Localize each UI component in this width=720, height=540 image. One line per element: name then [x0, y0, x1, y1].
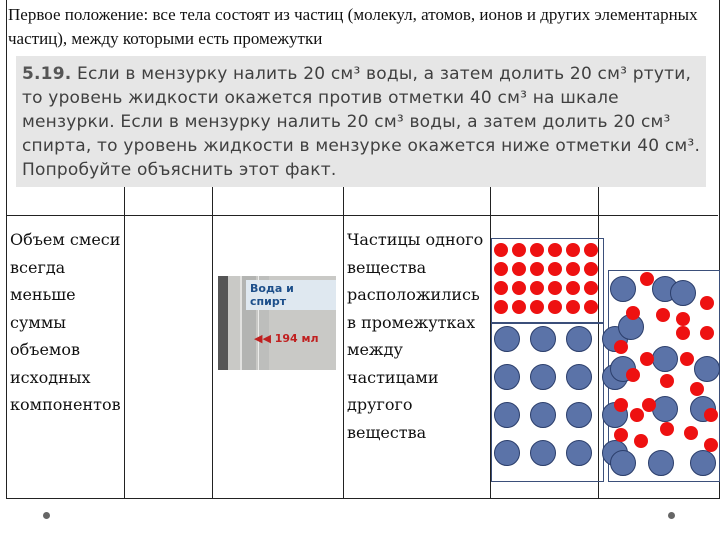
- textbook-problem: [16, 56, 706, 187]
- photo-banner: Вода и спирт: [246, 280, 336, 310]
- red-particle: [530, 300, 544, 314]
- slide-dot: [668, 512, 675, 519]
- red-particle: [584, 262, 598, 276]
- blue-particle: [648, 450, 674, 476]
- red-particle: [640, 352, 654, 366]
- red-particle: [660, 422, 674, 436]
- table-row-divider: [6, 215, 718, 216]
- red-particle: [566, 300, 580, 314]
- blue-particle: [494, 402, 520, 428]
- red-particle: [676, 326, 690, 340]
- red-particle: [626, 368, 640, 382]
- problem-text: [22, 62, 702, 182]
- red-particle: [512, 262, 526, 276]
- red-particle: [512, 281, 526, 295]
- blue-particle: [530, 402, 556, 428]
- red-particle: [566, 243, 580, 257]
- blue-particle: [566, 440, 592, 466]
- red-particle: [676, 312, 690, 326]
- red-particle: [704, 438, 718, 452]
- blue-particle: [610, 276, 636, 302]
- blue-particle: [530, 326, 556, 352]
- blue-particle: [494, 440, 520, 466]
- red-particle: [634, 434, 648, 448]
- problem-number: 5.19.: [22, 64, 72, 84]
- red-particle: [626, 306, 640, 320]
- red-particle: [494, 243, 508, 257]
- blue-particle: [494, 326, 520, 352]
- red-particle: [548, 281, 562, 295]
- red-particle: [656, 308, 670, 322]
- blue-particle: [566, 402, 592, 428]
- water-alcohol-photo: [218, 276, 336, 370]
- red-particle: [584, 300, 598, 314]
- red-particle: [614, 340, 628, 354]
- explanation-cell: Частицы одного вещества расположились в промежутках между частицами другого вещества: [347, 230, 484, 442]
- slide-dot: [43, 512, 50, 519]
- red-particle: [684, 426, 698, 440]
- slide-heading: Первое положение: все тела состоят из частиц (молекул, атомов, ионов и других элементарных частиц), между которыми есть промежутки: [8, 5, 698, 48]
- red-particle: [584, 281, 598, 295]
- red-particle: [530, 243, 544, 257]
- red-particle: [614, 428, 628, 442]
- red-particle: [700, 326, 714, 340]
- blue-particle: [670, 280, 696, 306]
- red-particle: [680, 352, 694, 366]
- red-particle: [704, 408, 718, 422]
- red-particle: [494, 281, 508, 295]
- red-particle: [660, 374, 674, 388]
- red-particle: [566, 262, 580, 276]
- blue-particle: [494, 364, 520, 390]
- red-particle: [566, 281, 580, 295]
- photo-shadow: [218, 276, 228, 370]
- blue-particle: [566, 364, 592, 390]
- red-particle: [630, 408, 644, 422]
- red-particle: [512, 243, 526, 257]
- red-particle: [548, 262, 562, 276]
- red-particle: [584, 243, 598, 257]
- red-particle: [548, 243, 562, 257]
- problem-body: Если в мензурку налить 20 см³ воды, а затем долить 20 см³ ртути, то уровень жидкости окажется против отметки 40 см³ на шкале мензурки. Если в мензурку налить 20 см³ воды, а затем долить 20 см³ спирта, то уровень жидкости в мензурке окажется ниже отметки 40 см³. Попробуйте объяснить этот факт.: [22, 64, 701, 180]
- red-particle: [690, 382, 704, 396]
- red-particle: [640, 272, 654, 286]
- red-particle: [494, 262, 508, 276]
- red-particle: [642, 398, 656, 412]
- blue-particle: [652, 396, 678, 422]
- blue-particle: [690, 450, 716, 476]
- blue-particle: [566, 326, 592, 352]
- red-particle: [548, 300, 562, 314]
- table-divider: [343, 180, 344, 498]
- blue-particle: [530, 440, 556, 466]
- red-particle: [700, 296, 714, 310]
- red-particle: [614, 398, 628, 412]
- table-divider: [124, 180, 125, 498]
- photo-volume-label: 194 мл: [274, 332, 319, 345]
- red-particle: [530, 262, 544, 276]
- photo-volume-mark: ◀◀ 194 мл: [254, 332, 319, 345]
- red-particle: [512, 300, 526, 314]
- red-particle: [530, 281, 544, 295]
- table-divider: [212, 180, 213, 498]
- red-particle: [494, 300, 508, 314]
- blue-particle: [652, 346, 678, 372]
- blue-particle: [694, 356, 720, 382]
- statement-cell: Объем смеси всегда меньше суммы объемов исходных компонентов: [10, 230, 121, 414]
- blue-particle: [530, 364, 556, 390]
- blue-particle: [610, 450, 636, 476]
